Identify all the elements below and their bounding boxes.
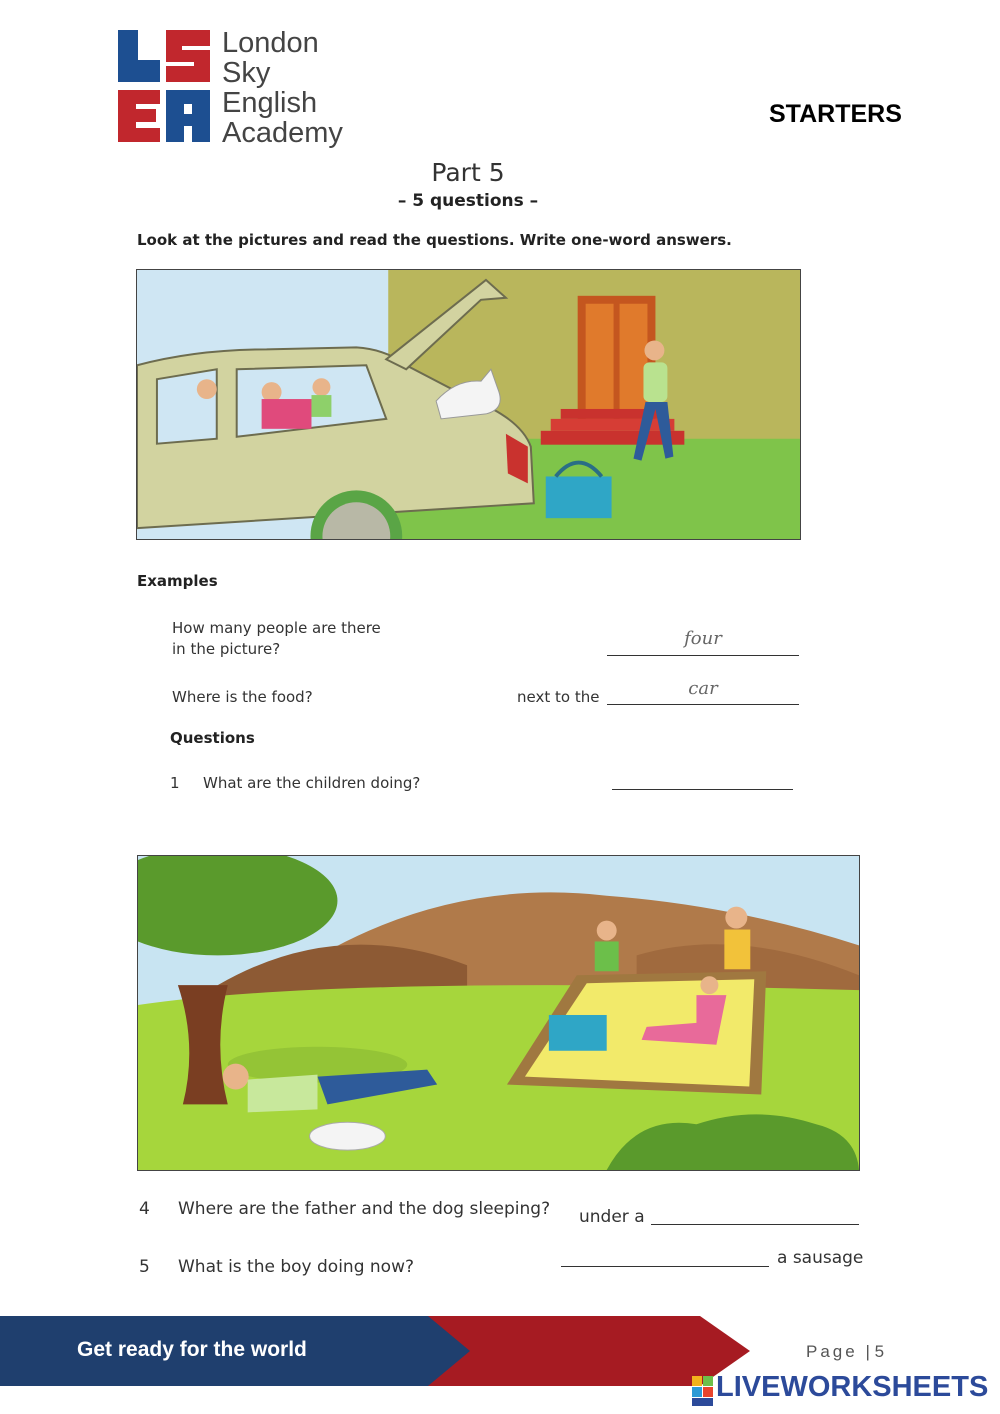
answer-prefix: under a xyxy=(579,1207,645,1227)
page-label: Page xyxy=(806,1342,858,1361)
question-number: 1 xyxy=(170,774,180,792)
example-question-1 xyxy=(172,618,381,660)
liveworksheets-logo-icon xyxy=(692,1376,714,1408)
part-subtitle: – 5 questions – xyxy=(397,191,539,211)
level-label: STARTERS xyxy=(769,100,902,128)
logo-line: Academy xyxy=(222,117,343,149)
examples-heading: Examples xyxy=(137,572,218,590)
question-5-text: What is the boy doing now? xyxy=(178,1257,414,1277)
example-answer-2: car xyxy=(688,678,718,699)
logo-line: London xyxy=(222,27,319,59)
part-title: Part 5 xyxy=(431,158,505,187)
answer-input-5[interactable] xyxy=(561,1266,769,1267)
page-number-value: 5 xyxy=(874,1342,885,1361)
academy-logo xyxy=(118,30,210,142)
answer-line xyxy=(607,655,799,656)
answer-input-4[interactable] xyxy=(651,1224,859,1225)
question-4-text: Where are the father and the dog sleeping? xyxy=(178,1199,551,1219)
logo-wordmark xyxy=(222,28,343,148)
liveworksheets-watermark: LIVEWORKSHEETS xyxy=(716,1371,989,1403)
answer-prefix: next to the xyxy=(517,688,600,706)
page-number: Page | 5 xyxy=(806,1342,885,1361)
questions-heading: Questions xyxy=(170,729,255,747)
example-answer-1: four xyxy=(684,628,722,649)
logo-line: English xyxy=(222,87,318,119)
question-number: 4 xyxy=(139,1199,150,1219)
question-1-text: What are the children doing? xyxy=(203,774,421,792)
question-text: in the picture? xyxy=(172,640,281,658)
answer-line xyxy=(607,704,799,705)
picture-picnic-scene xyxy=(137,855,860,1171)
instructions: Look at the pictures and read the questions. Write one-word answers. xyxy=(137,231,732,249)
answer-input-1[interactable] xyxy=(612,789,793,790)
logo-line: Sky xyxy=(222,57,271,89)
question-text: How many people are there xyxy=(172,619,381,637)
question-number: 5 xyxy=(139,1257,150,1277)
answer-suffix: a sausage xyxy=(777,1248,864,1268)
footer-slogan: Get ready for the world xyxy=(77,1338,307,1361)
example-question-2: Where is the food? xyxy=(172,688,313,706)
picture-car-scene xyxy=(136,269,801,540)
